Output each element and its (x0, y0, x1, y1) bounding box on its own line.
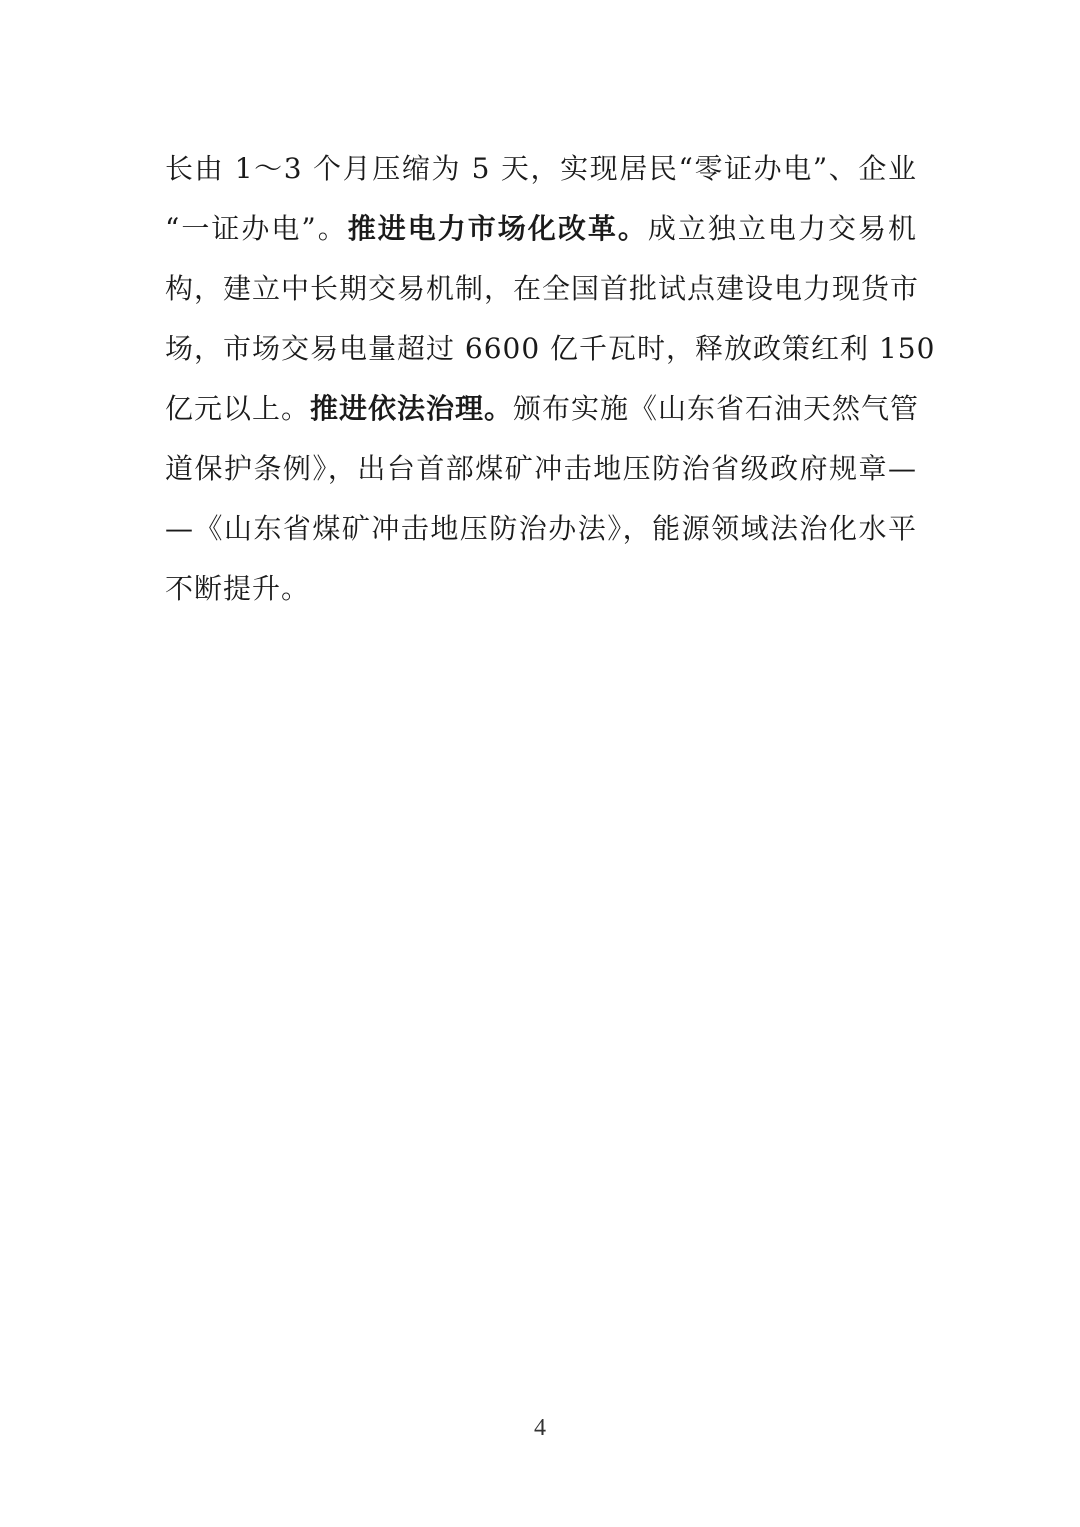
line-4-segment-1: 场，市场交易电量超过 6600 亿千瓦时，释放政策红利 150 (165, 332, 936, 365)
text-line-7 (165, 506, 917, 566)
line-2-segment-3: 成立独立电力交易机 (647, 212, 917, 245)
line-6-segment-1: 道保护条例》，出台首部煤矿冲击地压防治省级政府规章— (165, 452, 917, 485)
line-5-bold-heading: 推进依法治理。 (310, 392, 514, 425)
text-line-4 (165, 326, 936, 386)
line-5-segment-1: 亿元以上。 (165, 392, 311, 425)
line-7-segment-1: —《山东省煤矿冲击地压防治办法》，能源领域法治化水平 (165, 512, 917, 545)
page-number: 4 (534, 1415, 546, 1441)
text-line-1 (165, 146, 917, 206)
line-1-segment-1: 长由 1～3 个月压缩为 5 天，实现居民“零证办电”、企业 (165, 152, 917, 185)
text-line-8 (165, 566, 917, 626)
text-line-2 (165, 206, 917, 266)
line-2-segment-1: “一证办电”。 (165, 212, 348, 245)
body-paragraph (165, 146, 936, 626)
line-2-bold-heading: 推进电力市场化改革。 (347, 212, 648, 245)
text-line-5 (165, 386, 920, 446)
text-line-3 (165, 266, 920, 326)
text-line-6 (165, 446, 917, 506)
line-3-segment-1: 构，建立中长期交易机制，在全国首批试点建设电力现货市 (165, 272, 920, 305)
line-5-segment-3: 颁布实施《山东省石油天然气管 (513, 392, 920, 425)
line-8-segment-1: 不断提升。 (165, 572, 311, 605)
